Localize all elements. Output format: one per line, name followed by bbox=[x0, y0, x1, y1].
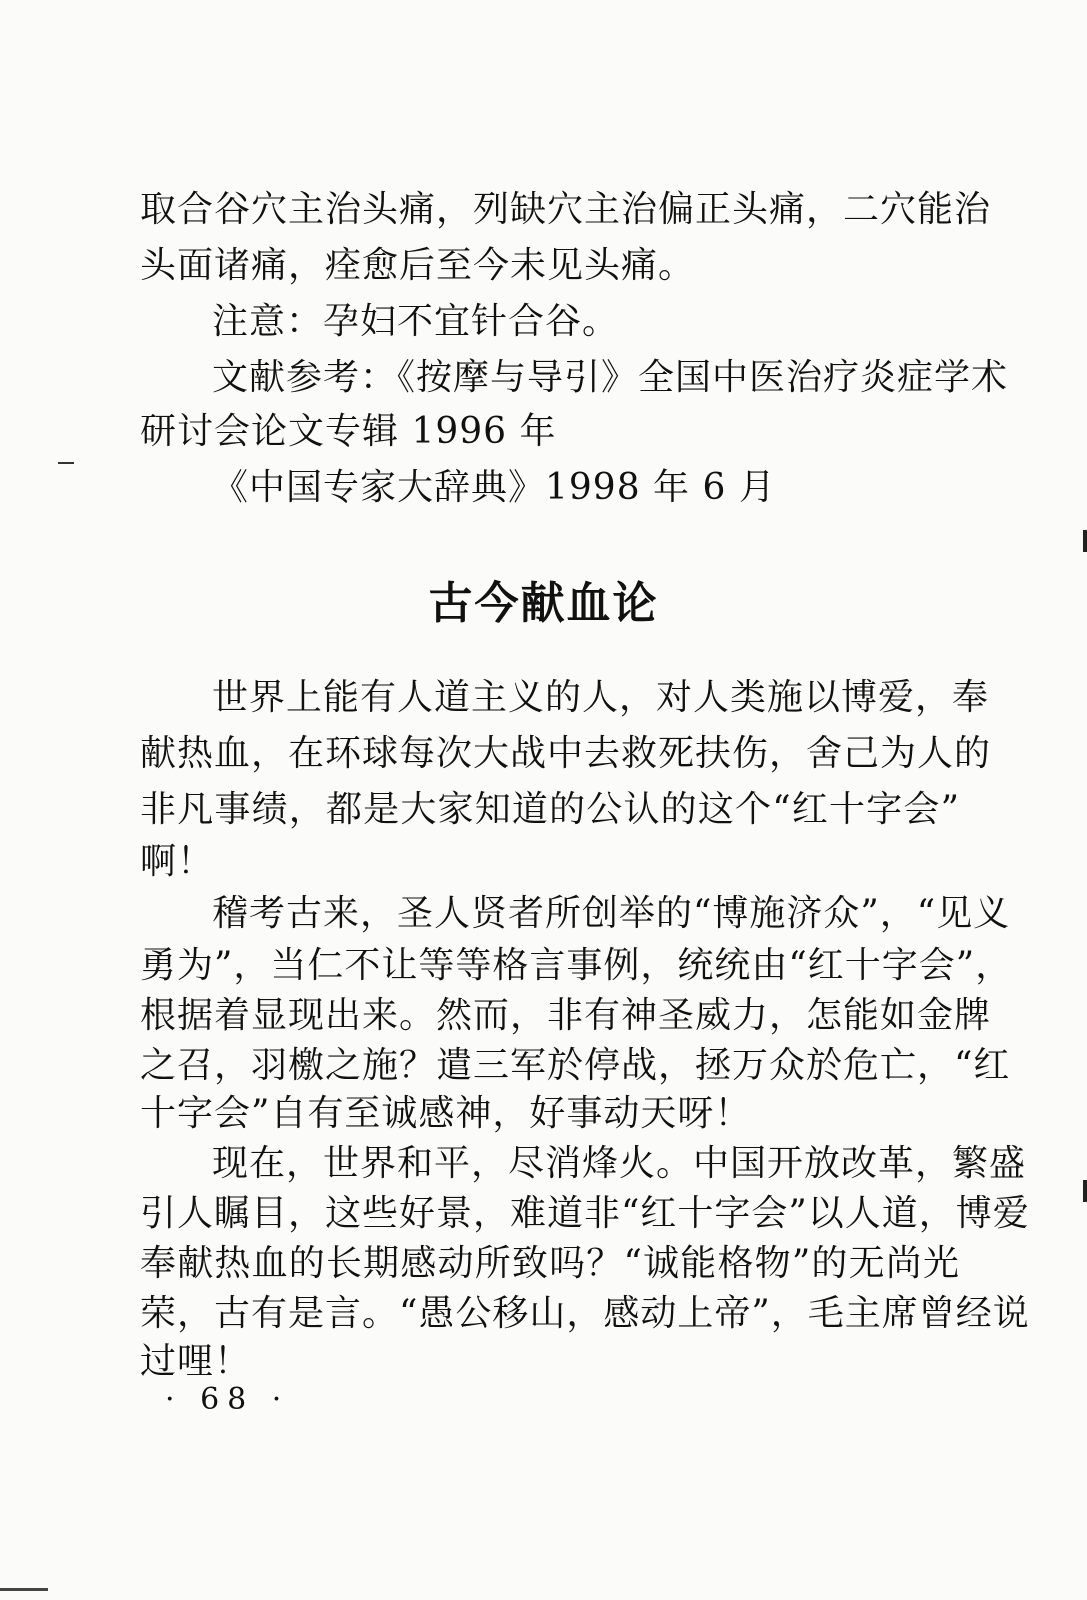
body-line: 取合谷穴主治头痛，列缺穴主治偏正头痛，二穴能治 bbox=[140, 189, 992, 230]
article-line: 献热血，在环球每次大战中去救死扶伤，舍己为人的 bbox=[140, 733, 992, 774]
note-line: 注意：孕妇不宜针合谷。 bbox=[212, 301, 620, 342]
reference-line: 《中国专家大辞典》1998 年 6 月 bbox=[212, 467, 776, 508]
article-title: 古今献血论 bbox=[428, 578, 659, 629]
article-line: 奉献热血的长期感动所致吗？“诚能格物”的无尚光 bbox=[140, 1243, 960, 1284]
scan-mark bbox=[58, 462, 74, 464]
reference-line: 文献参考：《按摩与导引》全国中医治疗炎症学术 bbox=[212, 357, 1009, 398]
reference-line: 研讨会论文专辑 1996 年 bbox=[140, 411, 557, 452]
body-line: 头面诸痛，痊愈后至今未见头痛。 bbox=[140, 245, 696, 286]
article-line: 勇为”，当仁不让等等格言事例，统统由“红十字会”， bbox=[140, 945, 1013, 986]
article-line: 根据着显现出来。然而，非有神圣威力，怎能如金牌 bbox=[140, 995, 992, 1036]
scan-bottom-mark bbox=[0, 1588, 48, 1591]
page-number: · 68 · bbox=[165, 1382, 290, 1417]
article-line: 非凡事绩，都是大家知道的公认的这个“红十字会” bbox=[140, 789, 960, 830]
article-line: 十字会”自有至诚感神，好事动天呀！ bbox=[140, 1093, 752, 1134]
article-line: 世界上能有人道主义的人，对人类施以博爱，奉 bbox=[212, 677, 990, 718]
article-line: 稽考古来，圣人贤者所创举的“博施济众”，“见义 bbox=[212, 893, 1011, 934]
article-line: 引人瞩目，这些好景，难道非“红十字会”以人道，博爱 bbox=[140, 1193, 1030, 1234]
article-line: 过哩！ bbox=[140, 1341, 252, 1382]
article-line: 之召，羽檄之施？遣三军於停战，拯万众於危亡，“红 bbox=[140, 1045, 1011, 1086]
article-line: 荣，古有是言。“愚公移山，感动上帝”，毛主席曾经说 bbox=[140, 1293, 1030, 1334]
scan-edge-mark bbox=[1083, 1180, 1087, 1202]
article-line: 啊！ bbox=[140, 841, 215, 882]
article-line: 现在，世界和平，尽消烽火。中国开放改革，繁盛 bbox=[212, 1143, 1027, 1184]
scan-edge-mark bbox=[1083, 530, 1087, 552]
